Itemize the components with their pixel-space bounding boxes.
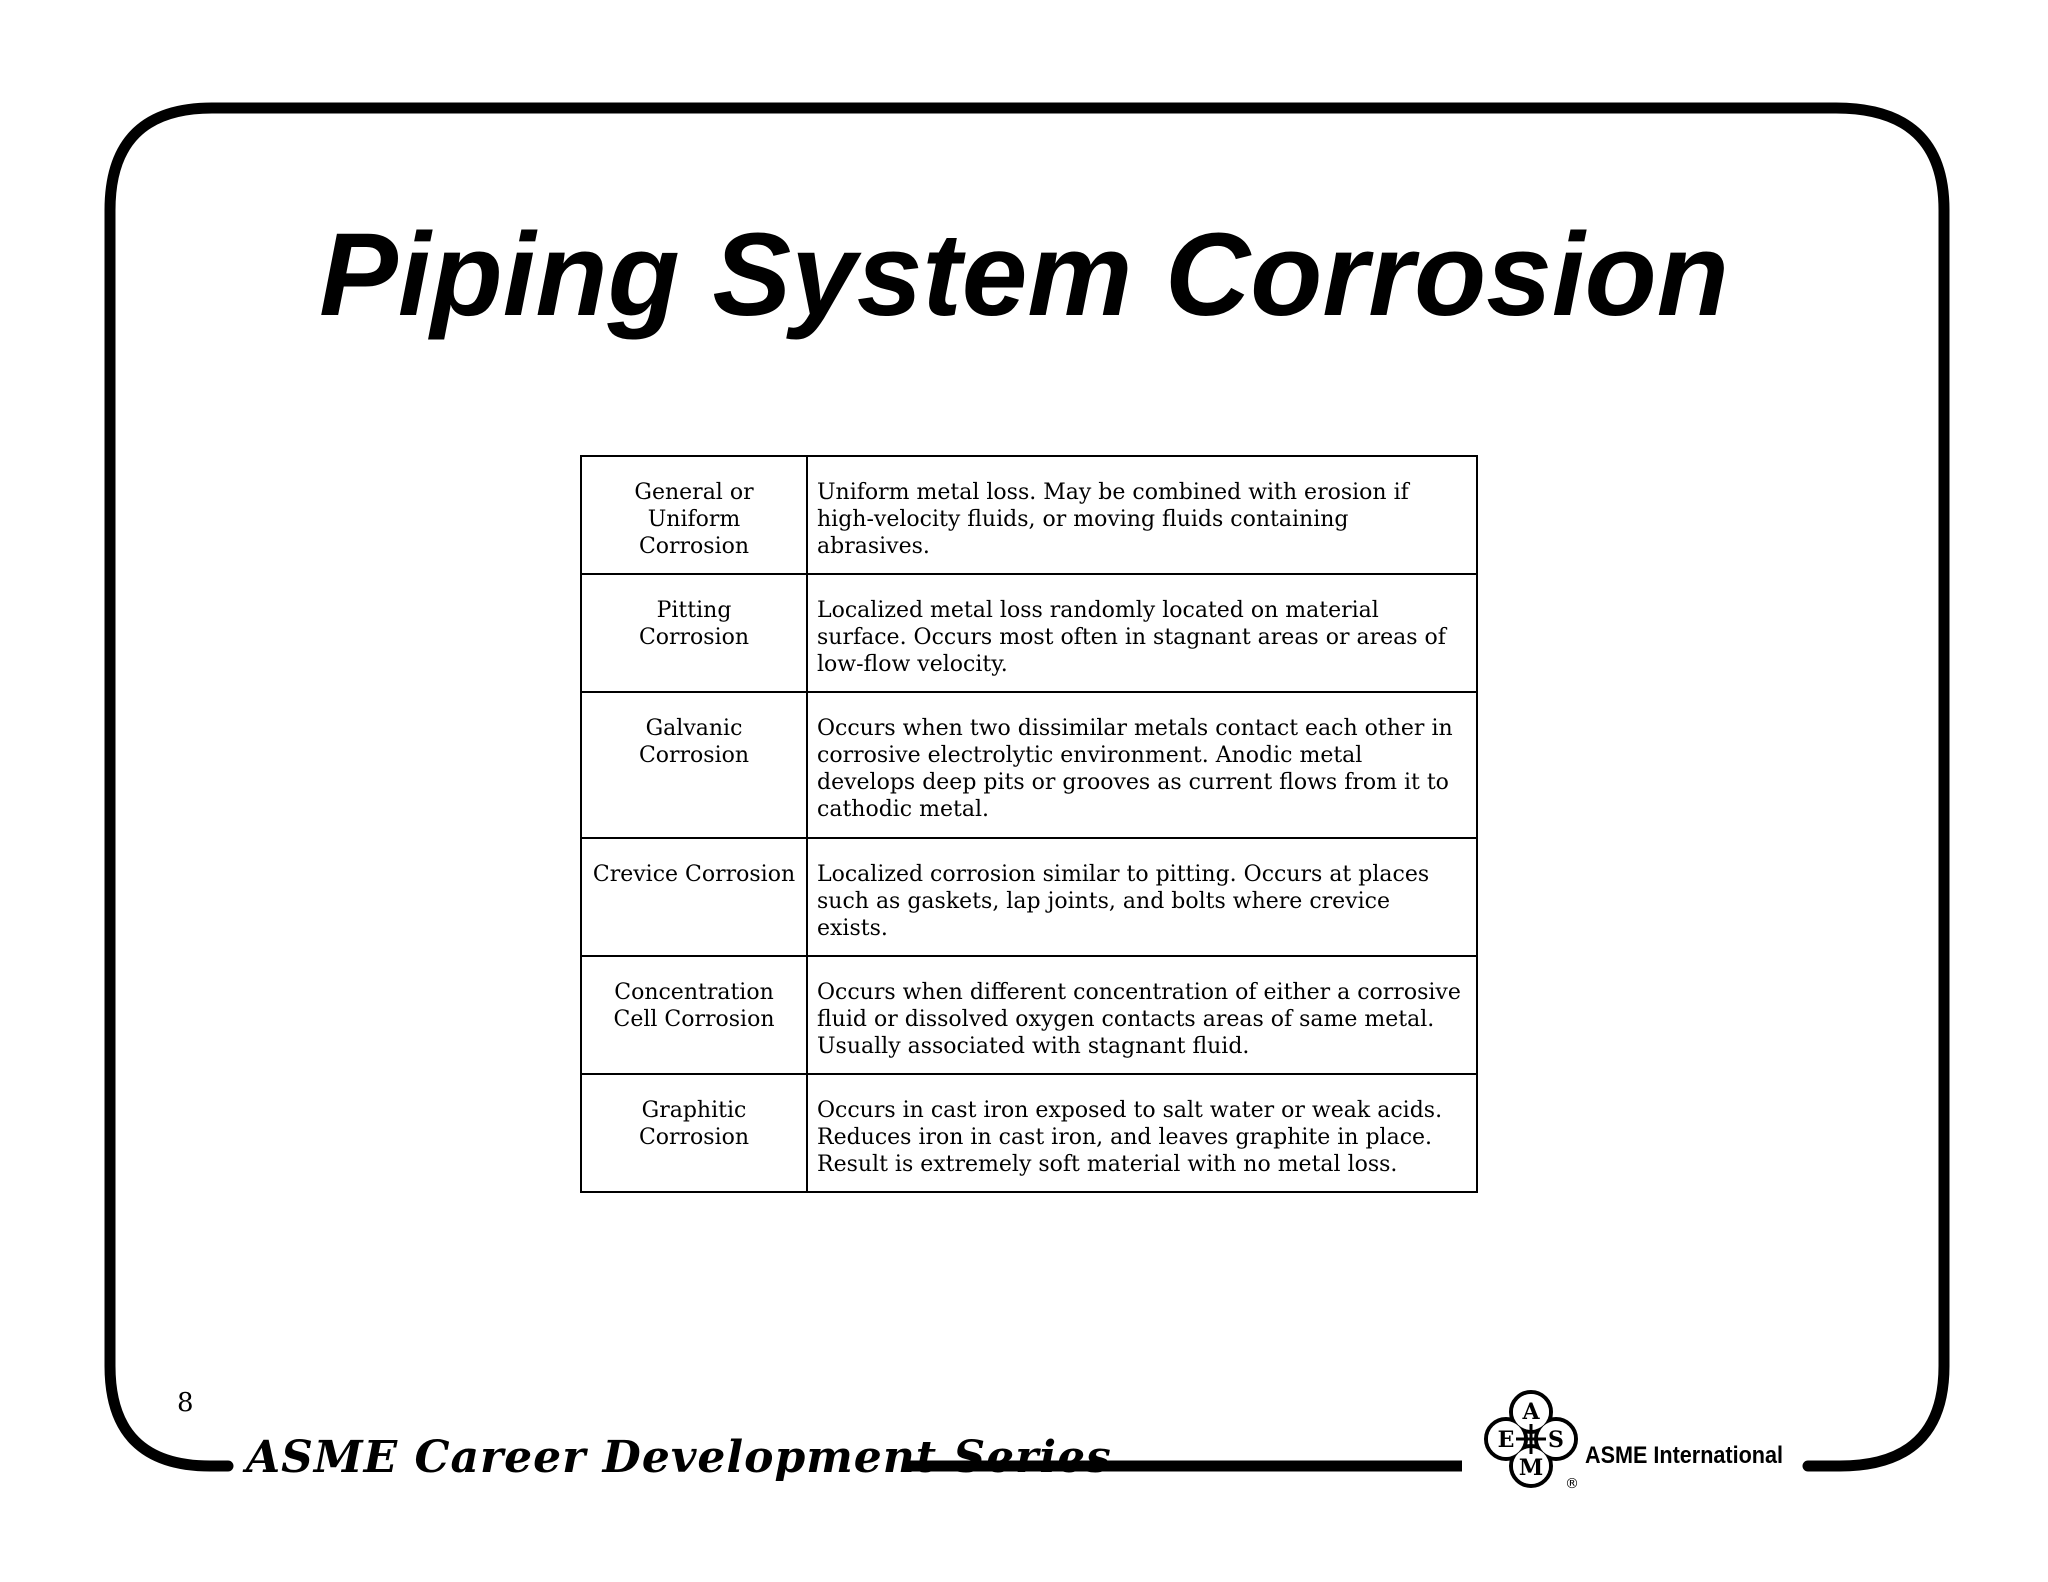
logo-letter-e: E (1497, 1427, 1515, 1453)
asme-clover-logo-icon (1476, 1384, 1586, 1494)
registered-mark: ® (1565, 1476, 1579, 1492)
corrosion-type: General or Uniform Corrosion (581, 456, 807, 574)
table-row (581, 456, 1477, 574)
corrosion-type: Graphitic Corrosion (581, 1074, 807, 1192)
corrosion-description: Localized corrosion similar to pitting. Occurs at places such as gaskets, lap joints, and bolts where crevice exists. (807, 838, 1477, 956)
corrosion-description: Occurs when different concentration of either a corrosive fluid or dissolved oxygen contacts areas of same metal. Usually associated with stagnant fluid. (807, 956, 1477, 1074)
table-row (581, 574, 1477, 692)
corrosion-type: Crevice Corrosion (581, 838, 807, 956)
table-row (581, 1074, 1477, 1192)
corrosion-type: Concentration Cell Corrosion (581, 956, 807, 1074)
series-title: ASME Career Development Series (246, 1432, 1112, 1483)
corrosion-description: Uniform metal loss. May be combined with erosion if high-velocity fluids, or moving fluids containing abrasives. (807, 456, 1477, 574)
logo-letter-m: M (1518, 1455, 1544, 1481)
table-row (581, 838, 1477, 956)
corrosion-description: Localized metal loss randomly located on material surface. Occurs most often in stagnant areas or areas of low-flow velocity. (807, 574, 1477, 692)
organization-name: ASME International (1585, 1442, 1784, 1469)
corrosion-description: Occurs when two dissimilar metals contact each other in corrosive electrolytic environment. Anodic metal develops deep pits or grooves as current flows from it to cathodic metal. (807, 692, 1477, 838)
corrosion-type: Pitting Corrosion (581, 574, 807, 692)
logo-letter-a: A (1522, 1399, 1540, 1425)
table-row (581, 956, 1477, 1074)
corrosion-type: Galvanic Corrosion (581, 692, 807, 838)
corrosion-table (580, 455, 1478, 1193)
slide-title: Piping System Corrosion (319, 209, 1729, 341)
logo-letter-s: S (1548, 1427, 1564, 1453)
table-row (581, 692, 1477, 838)
corrosion-description: Occurs in cast iron exposed to salt water or weak acids. Reduces iron in cast iron, and leaves graphite in place. Result is extremely soft material with no metal loss. (807, 1074, 1477, 1192)
page-number: 8 (177, 1388, 194, 1418)
